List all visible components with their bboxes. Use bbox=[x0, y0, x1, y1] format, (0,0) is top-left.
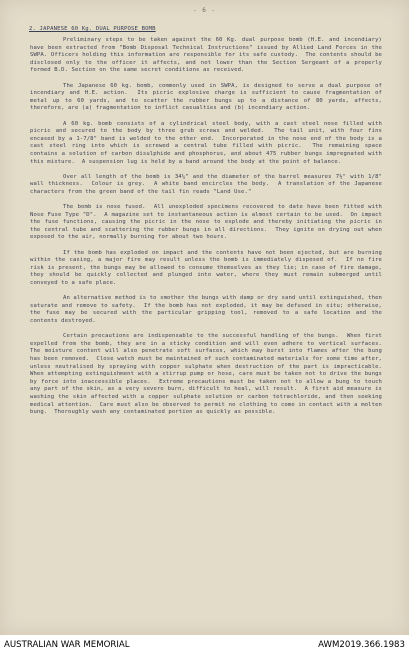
document-body bbox=[30, 37, 389, 424]
archive-footer bbox=[0, 635, 409, 653]
archive-reference: AWM2019.366.1983 bbox=[318, 640, 405, 650]
paragraph-exploded-bomb: If the bomb has exploded on impact and the contents have not been ejected, but are burning within the casing, a major fire may result unless the bomb is immediately disposed of. If no fire risk is present, the bungs may be allowed to consume themselves as they lie; in case of fire damage, they should be quickly collected and plunged into water, where they must remain submerged until conveyed to a safe place. bbox=[30, 249, 386, 286]
paragraph-precautions: Certain precautions are indispensable to the successful handling of the bungs. When first expelled from the bomb, they are in a sticky condition and will even adhere to vertical surfaces. The moisture content will also penetrate soft surfaces, which may burst into flames after the bung has been removed. Close watch must be maintained of such contaminated materials for some time after, unless neutralised by spraying with copper sulphate when destruction of the part is impracticable. When attempting extinguishment with a stirrup pump or hose, care must be taken not to drive the bungs by force into inaccessible places. Extreme precautions must be taken not to allow a bung to touch any part of the skin, as a very severe burn, difficult to heal, will result. A first aid measure is washing the skin affected with a copper sulphate solution or carbon tetrachloride, and then seeking medical attention. Care must also be observed to permit no clothing to come in contact with a molten bung. Thoroughly wash any contaminated portion as quickly as possible. bbox=[30, 333, 389, 416]
paragraph-fuse: The bomb is nose fused. All unexploded specimens recovered to date have been fitted with Nose Fuse Type "D". A magazine set to instantaneous action is almost certain to be used. On impact the fuse functions, causing the picric in the nose to explode and thereby initiating the picric in the central tube and scattering the rubber bungs in all directions. They ignite on drying out when exposed to the air, normally burning for about two hours. bbox=[30, 204, 386, 241]
paragraph-preliminary-steps: Preliminary steps to be taken against the 60 Kg. dual purpose bomb (H.E. and incendiary) have been extracted from "Bomb Disposal Technical Instructions" issued by Allied Land Forces in the SWPA. Officers holding this information are responsible for its safe custody. The contents should be disclosed only to the officer it affects, and not lower than the Section Sergeant of a properly formed B.D. Section on the same secret conditions as received. bbox=[30, 37, 386, 74]
paragraph-dimensions: Over all length of the bomb is 34¼" and the diameter of the barrel measures 7½" with 1/8" wall thickness. Colour is grey. A white band encircles the body. A translation of the Japanese characters from the green band of the tail fin reads "Land Use." bbox=[30, 173, 386, 195]
section-heading: 2. JAPANESE 60 Kg. DUAL PURPOSE BOMB bbox=[29, 26, 156, 32]
paragraph-bomb-construction: A 60 kg. bomb consists of a cylindrical steel body, with a cast steel nose filled with picric and secured to the body by three grub screws and welded. The tail unit, with four fins encased by a 1-7/8" band is welded to the other end. Incorporated in the nose end of the body is a cast steel ring into which is screwed a central tube filled with picric. The remaining space contains a solution of carbon disulphide and phosphorus, and about 475 rubber bungs impregnated with this mixture. A suspension lug is held by a band around the body at the point of balance. bbox=[30, 120, 386, 165]
paragraph-alternative-method: An alternative method is to smother the bungs with damp or dry sand until extinguished, then saturate and remove to safety. If the bomb has not exploded, it may be defused in situ; otherwise, the fuse may be secured with the particular gripping tool, removed to a safe location and the contents destroyed. bbox=[30, 295, 386, 324]
archive-name: AUSTRALIAN WAR MEMORIAL bbox=[4, 640, 130, 650]
page-number: - 6 - bbox=[192, 7, 217, 14]
paragraph-dual-purpose: The Japanese 60 kg. bomb, commonly used in SWPA, is designed to serve a dual purpose of incendiary and H.E. action. Its picric explosive charge is sufficient to cause fragmentation of metal up to 60 yards, and to scatter the rubber bungs up to a distance of 80 yards, affects, therefore, are (a) fragmentation to inflict casualties and (b) incendiary action. bbox=[30, 82, 386, 112]
